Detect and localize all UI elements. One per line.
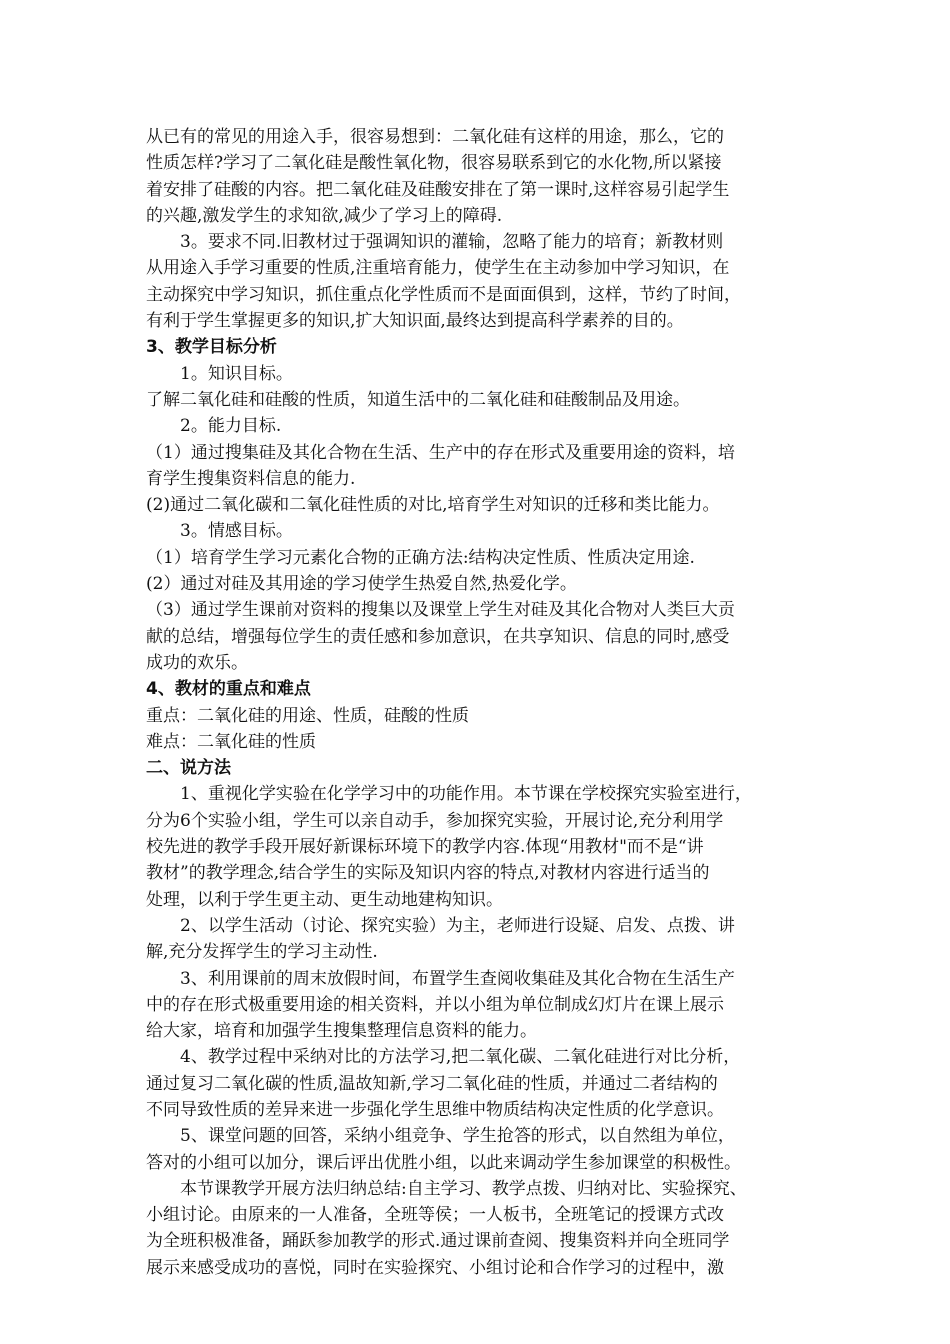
text-line: （1）培育学生学习元素化合物的正确方法:结构决定性质、性质决定用途. [146,547,695,568]
text-line: 处理，以利于学生更主动、更生动地建构知识。 [146,889,503,910]
text-line: 性质怎样?学习了二氧化硅是酸性氧化物，很容易联系到它的水化物,所以紧接 [146,153,722,174]
text-line: 1、重视化学实验在化学学习中的功能作用。本节课在学校探究实验室进行， [180,784,752,805]
text-line: 从已有的常见的用途入手，很容易想到：二氧化硅有这样的用途，那么，它的 [146,127,724,147]
text-line: 校先进的教学手段开展好新课标环境下的教学内容.体现“用教材"而不是“讲 [146,837,704,858]
text-line: 给大家，培育和加强学生搜集整理信息资料的能力。 [146,1021,537,1042]
text-line: 解,充分发挥学生的学习主动性. [146,942,378,963]
text-line: 中的存在形式极重要用途的相关资料，并以小组为单位制成幻灯片在课上展示 [146,994,724,1015]
section-heading: 二、说方法 [146,758,231,779]
text-line: 不同导致性质的差异来进一步强化学生思维中物质结构决定性质的化学意识。 [146,1099,724,1120]
text-line: 5、课堂问题的回答，采纳小组竞争、学生抢答的形式，以自然组为单位， [180,1126,735,1147]
text-line: 从用途入手学习重要的性质,注重培育能力，使学生在主动参加中学习知识，在 [146,258,730,279]
text-line: 2、以学生活动（讨论、探究实验）为主，老师进行设疑、启发、点拨、讲 [180,915,735,936]
text-line: 3。情感目标。 [180,521,293,542]
text-line: 教材”的教学理念,结合学生的实际及知识内容的特点,对教材内容进行适当的 [146,863,710,884]
text-line: 献的总结，增强每位学生的责任感和参加意识，在共享知识、信息的同时,感受 [146,626,730,647]
text-line: 为全班积极准备，踊跃参加教学的形式.通过课前查阅、搜集资料并向全班同学 [146,1231,730,1252]
text-line: 重点：二氧化硅的用途、性质，硅酸的性质 [146,705,469,726]
text-line: 3、利用课前的周末放假时间，布置学生查阅收集硅及其化合物在生活生产 [180,968,735,989]
text-line: 展示来感受成功的喜悦，同时在实验探究、小组讨论和合作学习的过程中，激 [146,1257,724,1278]
text-line: 了解二氧化硅和硅酸的性质，知道生活中的二氧化硅和硅酸制品及用途。 [146,389,690,410]
text-line: 育学生搜集资料信息的能力. [146,468,356,489]
text-line: 4、教学过程中采纳对比的方法学习,把二氧化碳、二氧化硅进行对比分析， [180,1047,741,1068]
text-line: 2。能力目标. [180,416,282,437]
text-line: 答对的小组可以加分，课后评出优胜小组，以此来调动学生参加课堂的积极性。 [146,1152,741,1173]
section-heading: 3、教学目标分析 [146,337,277,358]
text-line: （3）通过学生课前对资料的搜集以及课堂上学生对硅及其化合物对人类巨大贡 [146,600,735,621]
text-line: 的兴趣,激发学生的求知欲,减少了学习上的障碍. [146,205,503,226]
text-line: 成功的欢乐。 [146,652,248,673]
text-line: 难点：二氧化硅的性质 [146,731,316,752]
text-line: 3。要求不同.旧教材过于强调知识的灌输，忽略了能力的培育；新教材则 [180,232,724,253]
section-heading: 4、教材的重点和难点 [146,679,311,700]
text-line: 通过复习二氧化碳的性质,温故知新,学习二氧化硅的性质，并通过二者结构的 [146,1073,718,1094]
text-line: (2)通过二氧化碳和二氧化硅性质的对比,培育学生对知识的迁移和类比能力。 [146,495,720,516]
text-line: (2）通过对硅及其用途的学习使学生热爱自然,热爱化学。 [146,574,577,595]
text-line: 本节课教学开展方法归纳总结:自主学习、教学点拨、归纳对比、实验探究、 [180,1178,747,1199]
text-line: 有利于学生掌握更多的知识,扩大知识面,最终达到提高科学素养的目的。 [146,311,684,332]
text-line: 主动探究中学习知识，抓住重点化学性质而不是面面俱到，这样，节约了时间， [146,284,741,305]
document-body [146,124,811,1281]
text-line: 着安排了硅酸的内容。把二氧化硅及硅酸安排在了第一课时,这样容易引起学生 [146,179,730,200]
text-line: 分为6个实验小组，学生可以亲自动手，参加探究实验，开展讨论,充分利用学 [146,810,724,831]
text-line: （1）通过搜集硅及其化合物在生活、生产中的存在形式及重要用途的资料，培 [146,442,735,463]
text-line: 小组讨论。由原来的一人准备，全班等侯；一人板书，全班笔记的授课方式改 [146,1205,724,1226]
text-line: 1。知识目标。 [180,363,293,384]
